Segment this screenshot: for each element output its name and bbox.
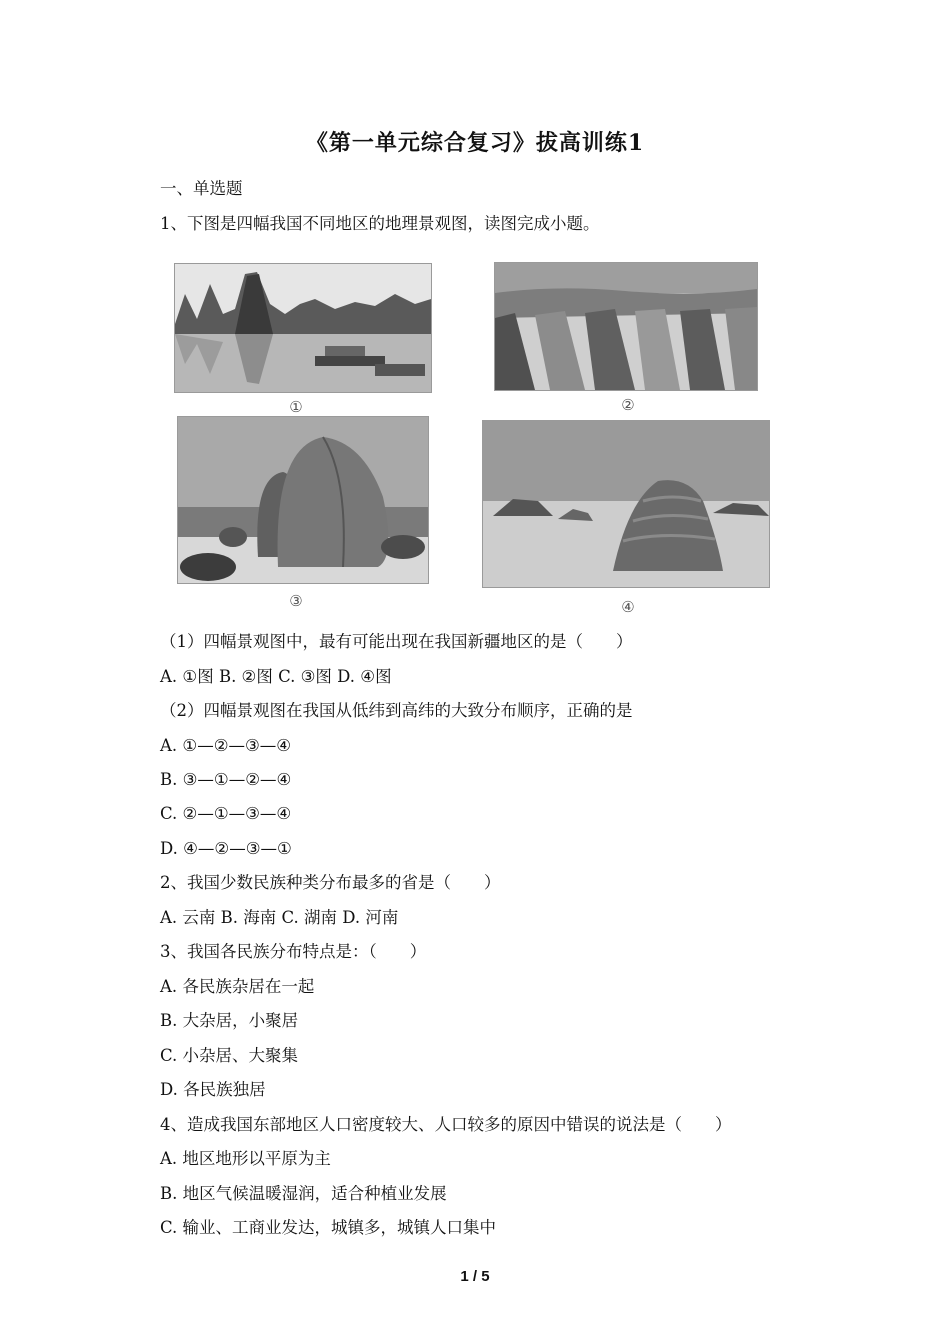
- landscape-photo-4: [482, 420, 770, 588]
- section-heading: 一、单选题: [160, 179, 243, 198]
- option-text: C. 输业、工商业发达，城镇多，城镇人口集中: [160, 1218, 497, 1237]
- option-text: A. 地区地形以平原为主: [160, 1149, 331, 1168]
- landscape-photo-1: [174, 263, 432, 393]
- option-text: C. ②—①—③—④: [160, 804, 292, 823]
- option-text: C. 小杂居、大聚集: [160, 1046, 299, 1065]
- page-number: 1 / 5: [460, 1268, 490, 1285]
- landscape-photo-3: [177, 416, 429, 584]
- document-title: 《第一单元综合复习》拔高训练1: [305, 130, 645, 156]
- landscape-photo-2: [494, 262, 758, 391]
- option-text: A. ①—②—③—④: [160, 736, 292, 755]
- question-2-stem: 2、我国少数民族种类分布最多的省是（ ）: [160, 873, 501, 892]
- question-2-options: A. 云南 B. 海南 C. 湖南 D. 河南: [160, 908, 399, 927]
- question-1-1-stem: （1）四幅景观图中，最有可能出现在我国新疆地区的是（ ）: [160, 632, 633, 651]
- question-3-stem: 3、我国各民族分布特点是：（ ）: [160, 942, 427, 961]
- figure-label-2: ②: [621, 396, 635, 414]
- option-text: D. ④—②—③—①: [160, 839, 292, 858]
- option-text: B. ③—①—②—④: [160, 770, 292, 789]
- question-1-1-options: A. ①图 B. ②图 C. ③图 D. ④图: [160, 667, 392, 686]
- question-1-stem: 1、下图是四幅我国不同地区的地理景观图，读图完成小题。: [160, 214, 600, 233]
- figure-label-3: ③: [289, 592, 303, 610]
- figure-label-4: ④: [621, 598, 635, 616]
- figure-label-1: ①: [289, 398, 303, 416]
- question-4-stem: 4、造成我国东部地区人口密度较大、人口较多的原因中错误的说法是（ ）: [160, 1115, 732, 1134]
- option-text: D. 各民族独居: [160, 1080, 266, 1099]
- option-text: B. 大杂居，小聚居: [160, 1011, 299, 1030]
- question-1-2-stem: （2）四幅景观图在我国从低纬到高纬的大致分布顺序，正确的是: [160, 701, 633, 720]
- option-text: A. 各民族杂居在一起: [160, 977, 315, 996]
- option-text: B. 地区气候温暖湿润，适合种植业发展: [160, 1184, 447, 1203]
